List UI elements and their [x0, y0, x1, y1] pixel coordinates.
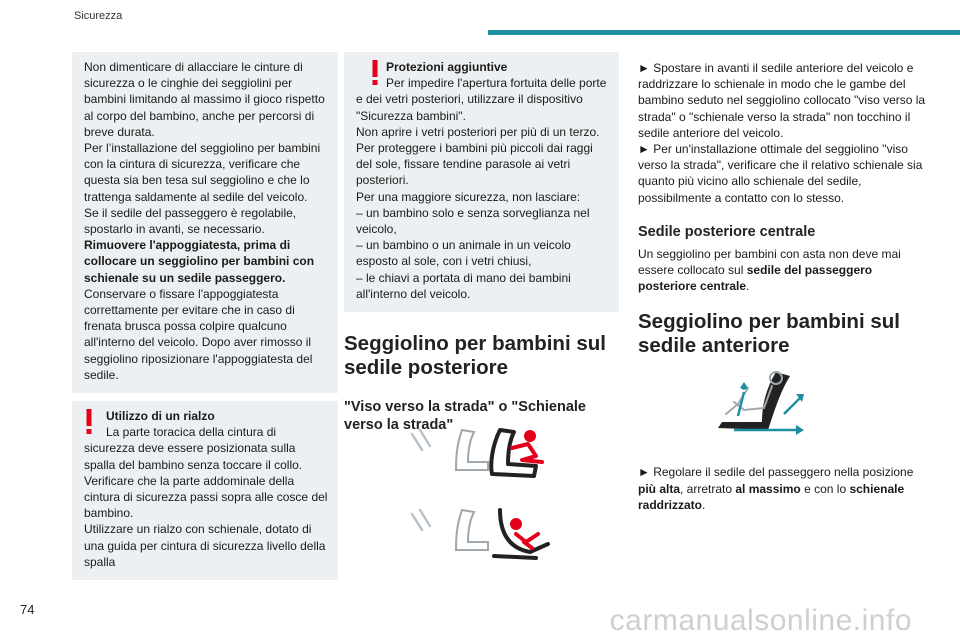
column-1: [72, 52, 338, 580]
header-accent-bar: [488, 30, 960, 35]
subsection-heading-center: Sedile posteriore centrale: [638, 223, 816, 240]
paragraph: Non aprire i vetri posteriori per più di un terzo.: [356, 124, 600, 139]
paragraph: e dei vetri posteriori, utilizzare il dispositivo "Sicurezza bambini".: [356, 92, 583, 123]
paragraph: ► Spostare in avanti il sedile anteriore del veicolo e raddrizzare lo schienale in modo che le gambe del bambino seduto nel seggiolino collocato "viso verso la strada" o "schienale verso la strada" non tocchino il sedile anteriore del veicolo.: [638, 61, 926, 140]
page-number: 74: [20, 602, 35, 617]
paragraph: Verificare che la parte addominale della cintura di sicurezza passi sopra alle cosce del bambino.: [84, 473, 328, 521]
warning-icon: [84, 409, 94, 435]
paragraph-bold: Rimuovere l'appoggiatesta, prima di collocare un seggiolino per bambini con schienale su un sedile passeggero.: [84, 238, 315, 285]
list-item: – un bambino solo e senza sorveglianza nel veicolo,: [356, 205, 590, 237]
list-item: – le chiavi a portata di mano dei bambini all'interno del veicolo.: [356, 270, 571, 301]
warning-title: Utilizzo di un rialzo: [106, 409, 215, 424]
section-heading-rear: Seggiolino per bambini sul sedile posteriore: [344, 332, 606, 380]
warning-icon: [370, 60, 380, 86]
paragraph: Utilizzare un rialzo con schienale, dotato di una guida per cintura di sicurezza livello della spalla: [84, 522, 326, 569]
rear-seat-child-backward-icon: [404, 502, 554, 564]
paragraph: Conservare o fissare l'appoggiatesta correttamente per evitare che in caso di frenata brusca possa colpire qualcuno all'interno del veicolo. Dopo aver rimosso il seggiolino riposizionare l'appoggiatesta del sedile.: [84, 286, 313, 382]
warning-box-protections: [344, 52, 619, 312]
warning-box-booster: [72, 401, 338, 580]
front-seat-adjust-icon: [704, 364, 808, 440]
section-heading-front: Seggiolino per bambini sul sedile anteriore: [638, 310, 900, 358]
paragraph: Per l’installazione del seggiolino per bambini con la cintura di sicurezza, verificare che questa sia ben tesa sul seggiolino e che lo trattenga saldamente al sedile del veicolo.: [84, 141, 321, 204]
paragraph: Per impedire l'apertura fortuita delle porte: [386, 76, 607, 91]
info-box-seatbelt: [72, 52, 338, 393]
column-2: [344, 52, 619, 434]
rear-seat-child-forward-icon: [404, 422, 554, 484]
list-item: – un bambino o un animale in un veicolo esposto al sole, con i vetri chiusi,: [356, 238, 571, 269]
paragraph: Un seggiolino per bambini con asta non deve mai essere collocato sul sedile del passeggero posteriore centrale.: [638, 246, 901, 294]
subsection-heading-orientation: "Viso verso la strada" o "Schienale verso la strada": [344, 399, 586, 434]
paragraph: La parte toracica della cintura di: [106, 425, 277, 440]
header-section: Sicurezza: [74, 10, 123, 22]
paragraph: ► Per un'installazione ottimale del seggiolino "viso verso la strada", verificare che il relativo schienale sia quanto più vicino allo schienale del sedile, possibilmente a contatto con lo stesso.: [638, 142, 923, 205]
paragraph: ► Regolare il sedile del passeggero nella posizione più alta, arretrato al massimo e con lo schienale raddrizzato.: [638, 465, 914, 512]
paragraph: Non dimenticare di allacciare le cinture di sicurezza o le cinghie dei seggiolini per bambini limitando al massimo il gioco rispetto al corpo del bambino, anche per percorsi di breve durata.: [84, 60, 325, 139]
column-3: [638, 52, 930, 513]
paragraph: Se il sedile del passeggero è regolabile, spostarlo in avanti, se necessario.: [84, 205, 297, 237]
watermark: carmanualsonline.info: [609, 604, 912, 637]
paragraph: Per una maggiore sicurezza, non lasciare:: [356, 189, 581, 204]
paragraph: Per proteggere i bambini più piccoli dai raggi del sole, fissare tendine parasole ai vetri posteriori.: [356, 141, 593, 188]
warning-title: Protezioni aggiuntive: [386, 60, 508, 74]
paragraph: sicurezza deve essere posizionata sulla spalla del bambino senza toccare il collo.: [84, 441, 303, 472]
